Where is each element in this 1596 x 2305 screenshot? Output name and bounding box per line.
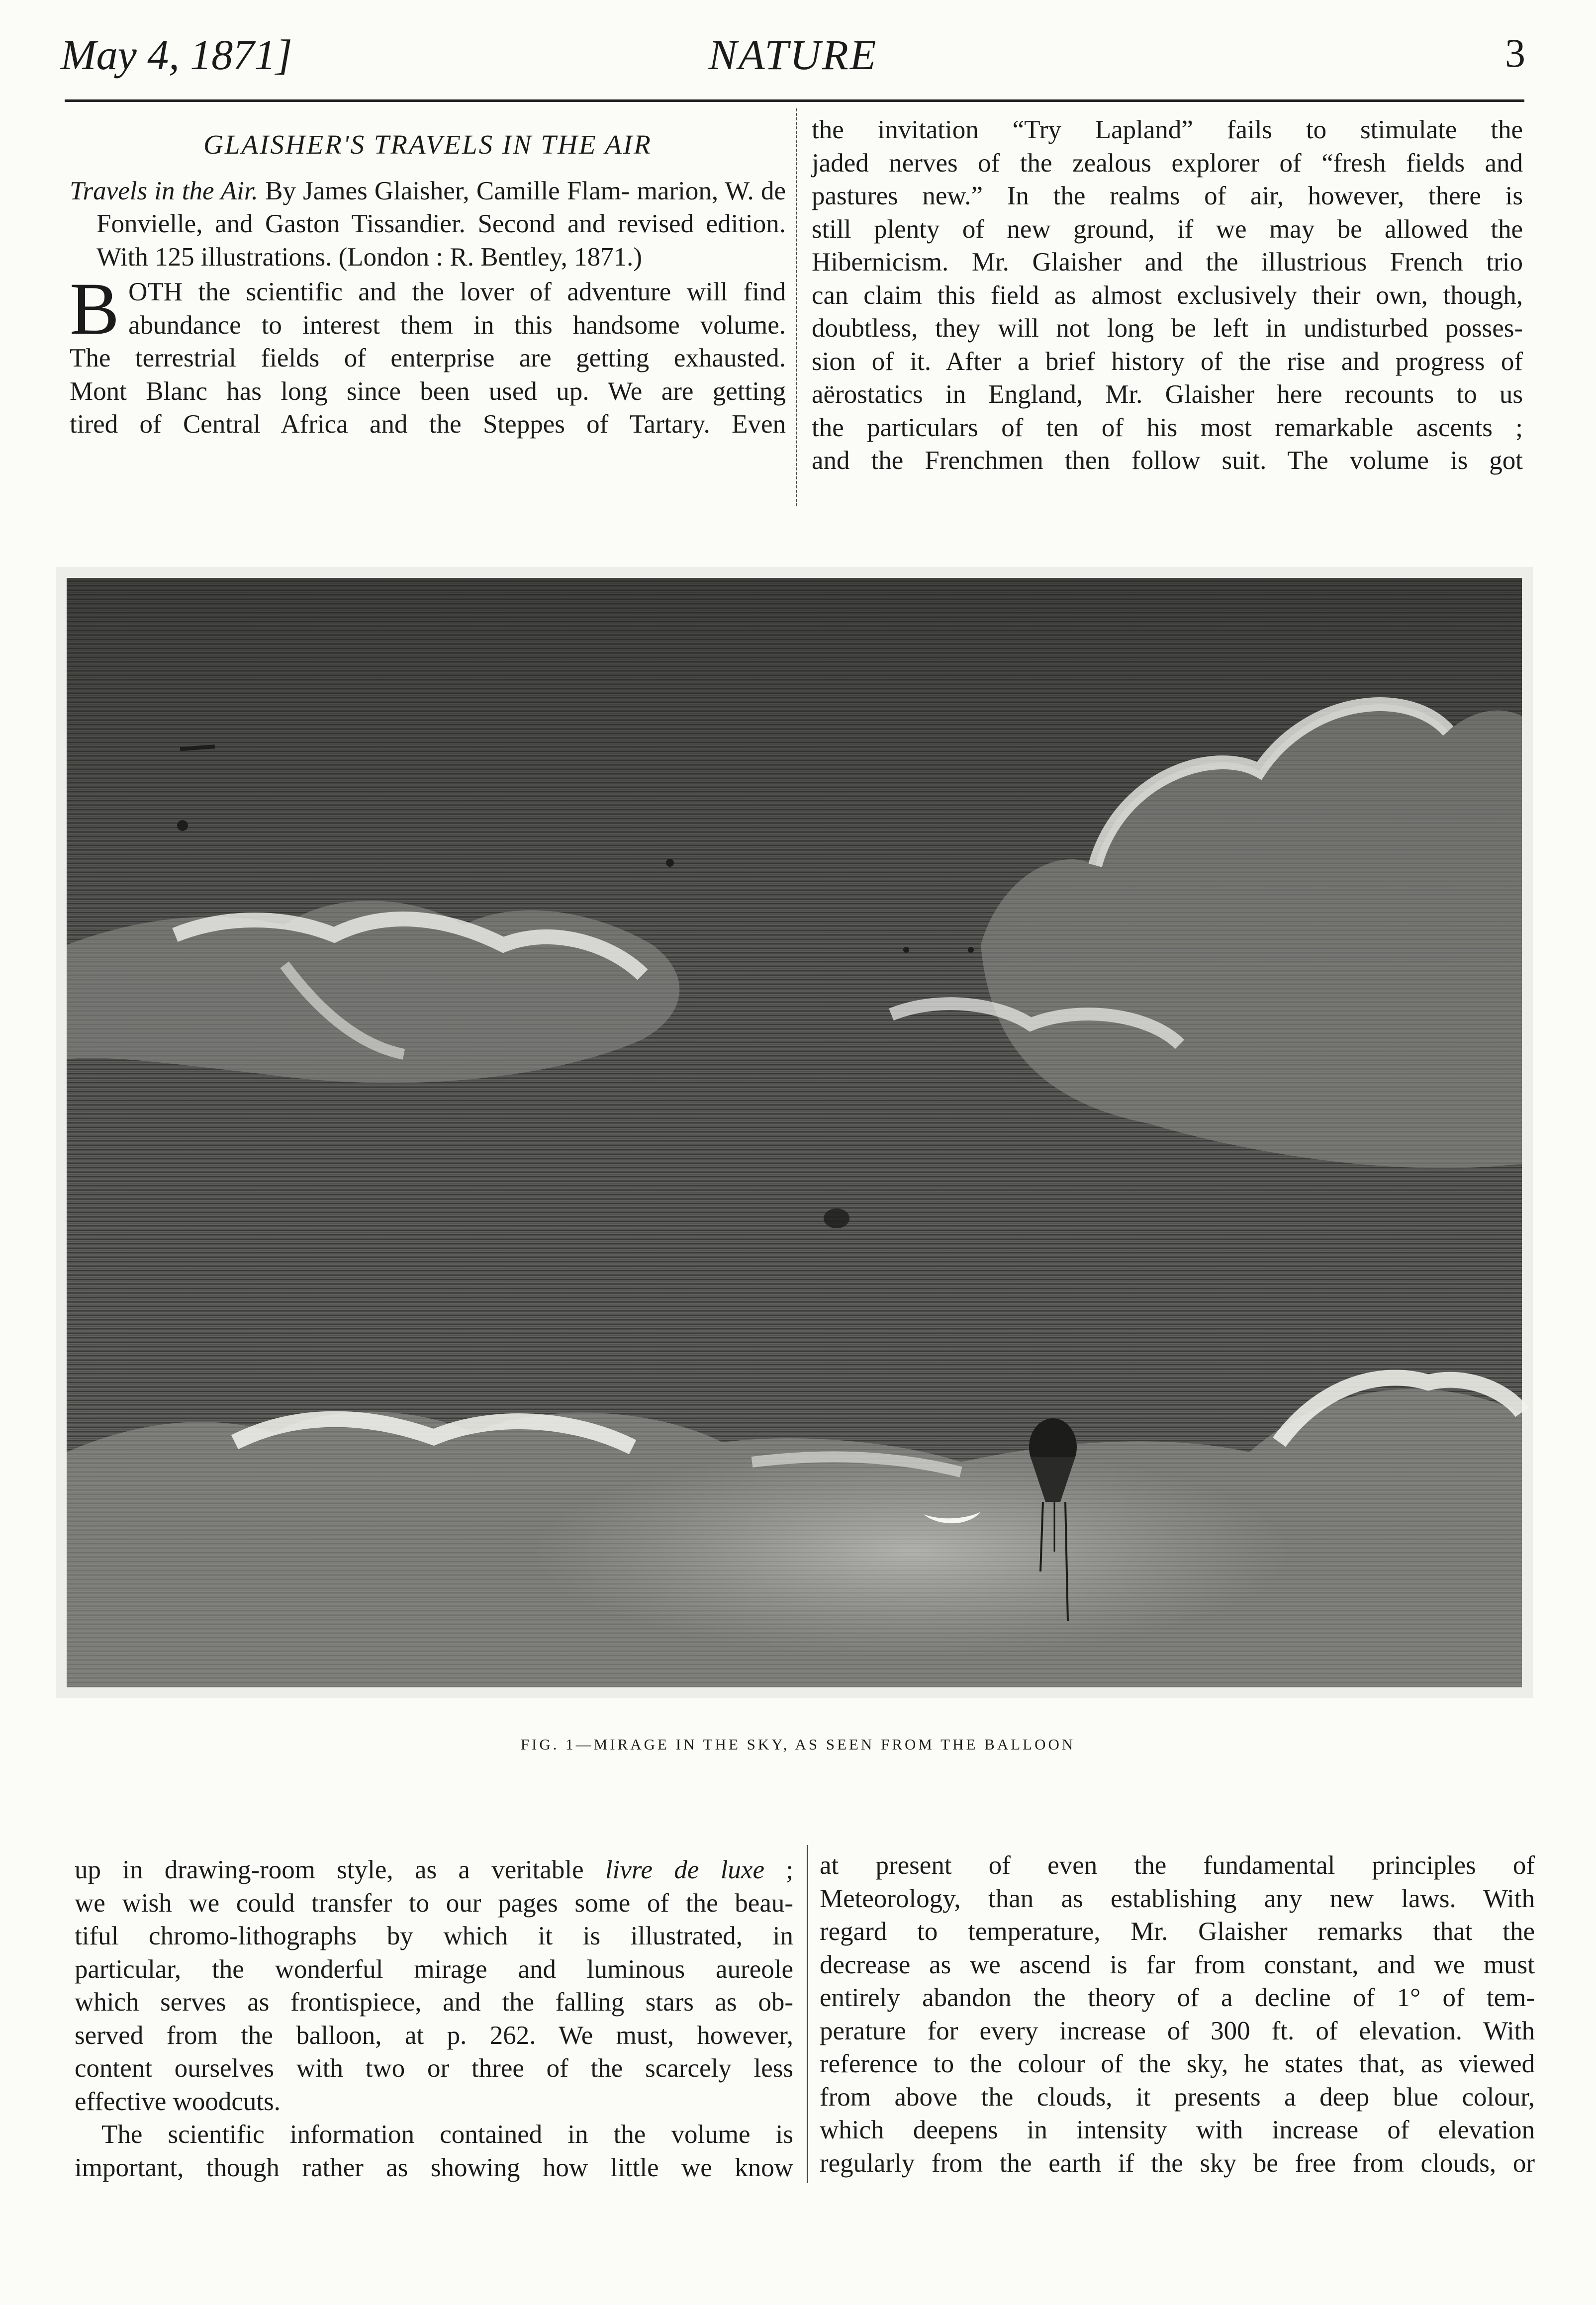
column-top-left bbox=[70, 128, 786, 441]
book-citation bbox=[70, 175, 786, 274]
text-line: Mont Blanc has long since been used up. We are getting bbox=[70, 376, 786, 406]
article-title: GLAISHER'S TRAVELS IN THE AIR bbox=[203, 129, 652, 160]
column-divider bbox=[796, 108, 797, 506]
text-line: which serves as frontispiece, and the falling stars as ob- bbox=[75, 1988, 793, 2017]
text-line: the particulars of ten of his most remarkable ascents ; bbox=[812, 413, 1523, 442]
text-line: pastures new.” In the realms of air, however, there is bbox=[812, 182, 1523, 210]
text-line: the invitation “Try Lapland” fails to stimulate the bbox=[812, 115, 1523, 144]
text-line: tiful chromo-lithographs by which it is illustrated, in bbox=[75, 1922, 793, 1950]
text-line: up in drawing-room style, as a veritable livre de luxe ; bbox=[75, 1855, 793, 1884]
text-line: Hibernicism. Mr. Glaisher and the illustrious French trio bbox=[812, 248, 1523, 277]
mirage-illustration bbox=[56, 567, 1533, 1698]
citation-line: (London : R. Bentley, 1871.) bbox=[338, 242, 643, 272]
column-divider bbox=[807, 1845, 808, 2183]
drop-cap: B bbox=[70, 268, 120, 350]
text-line: regularly from the earth if the sky be free from clouds, or bbox=[820, 2148, 1535, 2178]
text-line: jaded nerves of the zealous explorer of “fresh fields and bbox=[812, 148, 1523, 178]
citation-book-title: Travels in the Air. bbox=[70, 176, 258, 205]
text-line: entirely abandon the theory of a decline of 1° of tem- bbox=[820, 1983, 1535, 2012]
page-number: 3 bbox=[1505, 30, 1525, 76]
text-line: and the Frenchmen then follow suit. The volume is got bbox=[812, 446, 1523, 475]
column-bottom-left bbox=[75, 1853, 793, 2184]
text-line: reference to the colour of the sky, he states that, as viewed bbox=[820, 2049, 1535, 2078]
text-line: perature for every increase of 300 ft. of elevation. With bbox=[820, 2016, 1535, 2045]
header-rule bbox=[65, 99, 1524, 102]
text-line: regard to temperature, Mr. Glaisher remarks that the bbox=[820, 1917, 1535, 1946]
column-top-right bbox=[812, 113, 1523, 477]
journal-title: NATURE bbox=[708, 31, 878, 79]
text-line: content ourselves with two or three of the scarcely less bbox=[75, 2054, 793, 2083]
text-line: The scientific information contained in the volume is bbox=[101, 2120, 793, 2149]
text-line: important, though rather as showing how little we know bbox=[75, 2153, 793, 2182]
text-line: tired of Central Africa and the Steppes of Tartary. Even bbox=[70, 410, 786, 439]
column-bottom-right bbox=[820, 1849, 1535, 2180]
text-line: from above the clouds, it presents a deep blue colour, bbox=[820, 2082, 1535, 2112]
running-head-date: May 4, 1871] bbox=[61, 31, 292, 79]
text-line: Meteorology, than as establishing any new laws. With bbox=[820, 1884, 1535, 1913]
text-line: OTH the scientific and the lover of adventure will find bbox=[128, 277, 786, 306]
text-line: abundance to interest them in this handsome volume. bbox=[128, 310, 786, 340]
figure-engraving bbox=[56, 567, 1533, 1698]
text-line: we wish we could transfer to our pages some of the beau- bbox=[75, 1888, 793, 1918]
text-line: which deepens in intensity with increase of elevation bbox=[820, 2116, 1535, 2144]
text-line: at present of even the fundamental principles of bbox=[820, 1851, 1535, 1880]
text-line: can claim this field as almost exclusively their own, though, bbox=[812, 280, 1523, 310]
text-line: particular, the wonderful mirage and luminous aureole bbox=[75, 1954, 793, 1984]
citation-line: Second and revised edition. With 125 illustrations. bbox=[96, 209, 786, 272]
text-line: aërostatics in England, Mr. Glaisher here recounts to us bbox=[812, 380, 1523, 409]
text-line: doubtless, they will not long be left in undisturbed posses- bbox=[812, 314, 1523, 343]
citation-line: By James Glaisher, Camille Flam- bbox=[265, 176, 630, 205]
figure-caption: FIG. 1—MIRAGE IN THE SKY, AS SEEN FROM THE BALLOON bbox=[520, 1736, 1076, 1753]
text-line: still plenty of new ground, if we may be allowed the bbox=[812, 214, 1523, 244]
citation-line: marion, W. de Fonvielle, and Gaston Tissandier. bbox=[96, 176, 786, 238]
text-line: served from the balloon, at p. 262. We must, however, bbox=[75, 2021, 793, 2050]
text-line: decrease as we ascend is far from constant, and we must bbox=[820, 1950, 1535, 1979]
running-head bbox=[61, 26, 1525, 79]
opening-paragraph bbox=[70, 268, 786, 441]
text-line: effective woodcuts. bbox=[75, 2087, 281, 2116]
italic-phrase: livre de luxe bbox=[605, 1855, 764, 1884]
text-line: sion of it. After a brief history of the rise and progress of bbox=[812, 347, 1523, 376]
text-line: The terrestrial fields of enterprise are getting exhausted. bbox=[70, 344, 786, 372]
